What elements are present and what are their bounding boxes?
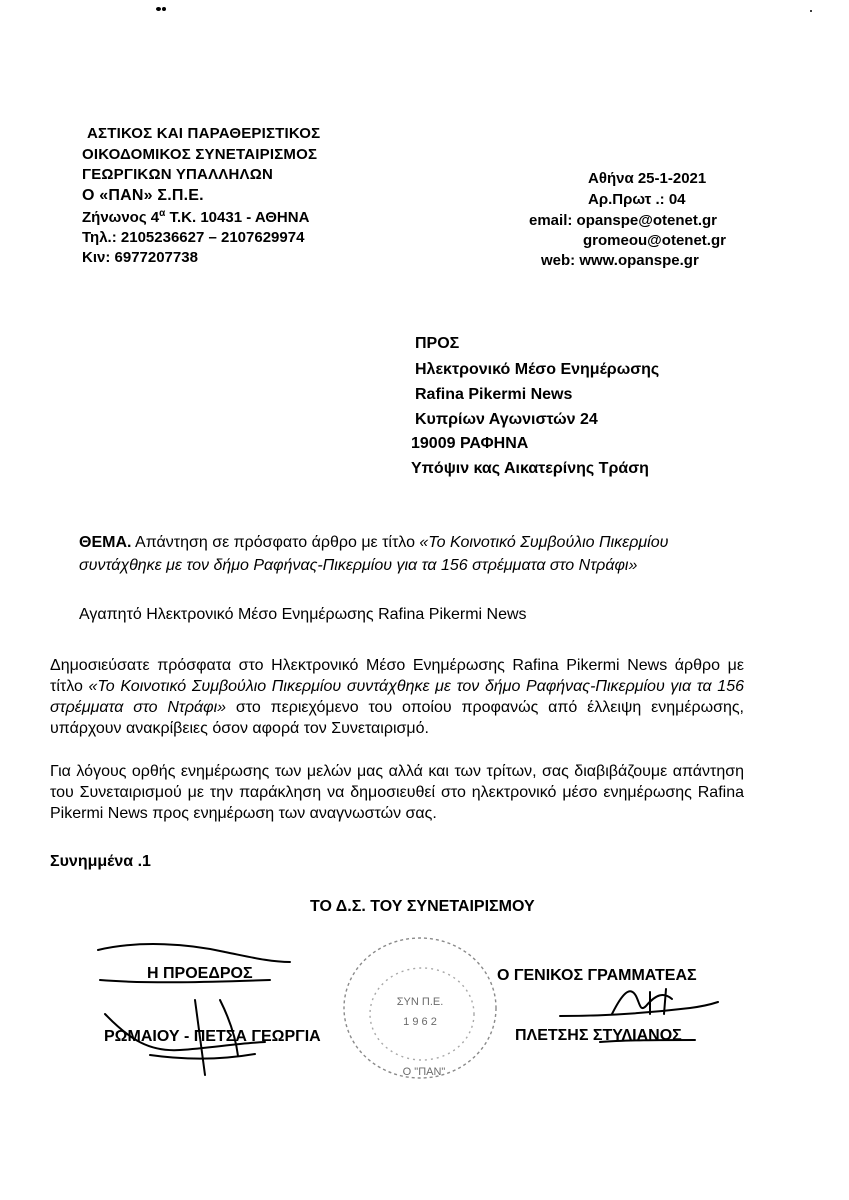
recipient-line-2: Rafina Pikermi News: [415, 386, 573, 403]
recipient-line-3: Κυπρίων Αγωνιστών 24: [415, 411, 598, 428]
email-address-1: opanspe@otenet.gr: [576, 212, 718, 229]
cooperative-stamp-icon: [344, 938, 496, 1078]
attachments: Συνημμένα .1: [50, 853, 151, 870]
sender-address-sup: α: [159, 208, 166, 219]
sender-address-street: Ζήνωνος 4: [82, 209, 160, 226]
date: Αθήνα 25-1-2021: [588, 170, 707, 187]
stamp-line-1: ΣΥΝ Π.Ε.: [396, 996, 444, 1008]
secretary-signature-icon: [560, 989, 718, 1042]
stamp-bottom: Ο "ΠΑΝ": [402, 1066, 446, 1078]
subject-title-1: «Το Κοινοτικό Συμβούλιο Πικερμίου: [419, 534, 669, 551]
president-name: ΡΩΜΑΙΟΥ - ΠΕΤΣΑ ΓΕΩΡΓΙΑ: [104, 1028, 321, 1045]
sender-line-3: ΓΕΩΡΓΙΚΩΝ ΥΠΑΛΛΗΛΩΝ: [82, 166, 273, 183]
protocol-number: Αρ.Πρωτ .: 04: [588, 191, 686, 208]
sender-address-city: Τ.Κ. 10431 - ΑΘΗΝΑ: [165, 209, 310, 226]
sender-line-2: ΟΙΚΟΔΟΜΙΚΟΣ ΣΥΝΕΤΑΙΡΙΣΜΟΣ: [82, 146, 318, 163]
board-heading: ΤΟ Δ.Σ. ΤΟΥ ΣΥΝΕΤΑΙΡΙΣΜΟΥ: [310, 898, 535, 915]
recipient-line-5: Υπόψιν κας Αικατερίνης Τράση: [411, 460, 649, 477]
sender-line-1: ΑΣΤΙΚΟΣ ΚΑΙ ΠΑΡΑΘΕΡΙΣΤΙΚΟΣ: [87, 125, 321, 142]
sender-phone: Τηλ.: 2105236627 – 2107629974: [82, 229, 305, 246]
body-paragraph-2: Για λόγους ορθής ενημέρωσης των μελών μας αλλά και των τρίτων, σας διαβιβάζουμε απάντηση του Συνεταιρισμού με την παράκληση να δημοσιευθεί στο ηλεκτρονικό μέσο ενημέρωσης Rafina Pikermi News προς ενημέρωση των αναγνωστών σας.: [50, 763, 744, 822]
sender-mobile: Κιν: 6977207738: [82, 249, 198, 266]
body-p1-start: Δημοσιεύσατε πρόσφατα στο Ηλεκτρονικό Μέσο Ενημέρωσης Rafina Pikermi News άρθρο με τίτλο: [50, 657, 744, 695]
secretary-title: Ο ΓΕΝΙΚΟΣ ΓΡΑΜΜΑΤΕΑΣ: [497, 967, 697, 984]
web-address: www.opanspe.gr: [579, 252, 699, 269]
body-p1-title: «Το Κοινοτικό Συμβούλιο Πικερμίου συντάχθηκε με τον δήμο Ραφήνας-Πικερμίου για τα 156 στρέμματα στο Ντράφι»: [50, 678, 745, 716]
subject-title-2: συντάχθηκε με τον δήμο Ραφήνας-Πικερμίου για τα 156 στρέμματα στο Ντράφι»: [79, 557, 638, 574]
body-p1-end: στο περιεχόμενο του οποίου προφανώς από έλλειψη ενημέρωσης, υπάρχουν ανακρίβειες όσον αφορά τον Συνεταιρισμό.: [50, 699, 745, 737]
president-title: Η ΠΡΟΕΔΡΟΣ: [147, 965, 253, 982]
email-label: email:: [529, 212, 573, 229]
recipient-line-4: 19009 ΡΑΦΗΝΑ: [411, 435, 529, 452]
greeting: Αγαπητό Ηλεκτρονικό Μέσο Ενημέρωσης Rafina Pikermi News: [79, 606, 527, 623]
subject-label: ΘΕΜΑ.: [79, 534, 132, 551]
recipient-line-1: Ηλεκτρονικό Μέσο Ενημέρωσης: [415, 361, 660, 378]
sender-name: Ο «ΠΑΝ» Σ.Π.Ε.: [82, 187, 204, 204]
stamp-line-2: 1 9 6 2: [403, 1016, 437, 1028]
recipient-to: ΠΡΟΣ: [415, 335, 460, 352]
email-address-2: gromeou@otenet.gr: [583, 232, 726, 249]
subject-text: Απάντηση σε πρόσφατο άρθρο με τίτλο: [131, 534, 420, 551]
secretary-name: ΠΛΕΤΣΗΣ ΣΤΥΛΙΑΝΟΣ: [515, 1027, 682, 1044]
president-signature-icon: [98, 944, 290, 1075]
web-label: web:: [541, 252, 576, 269]
